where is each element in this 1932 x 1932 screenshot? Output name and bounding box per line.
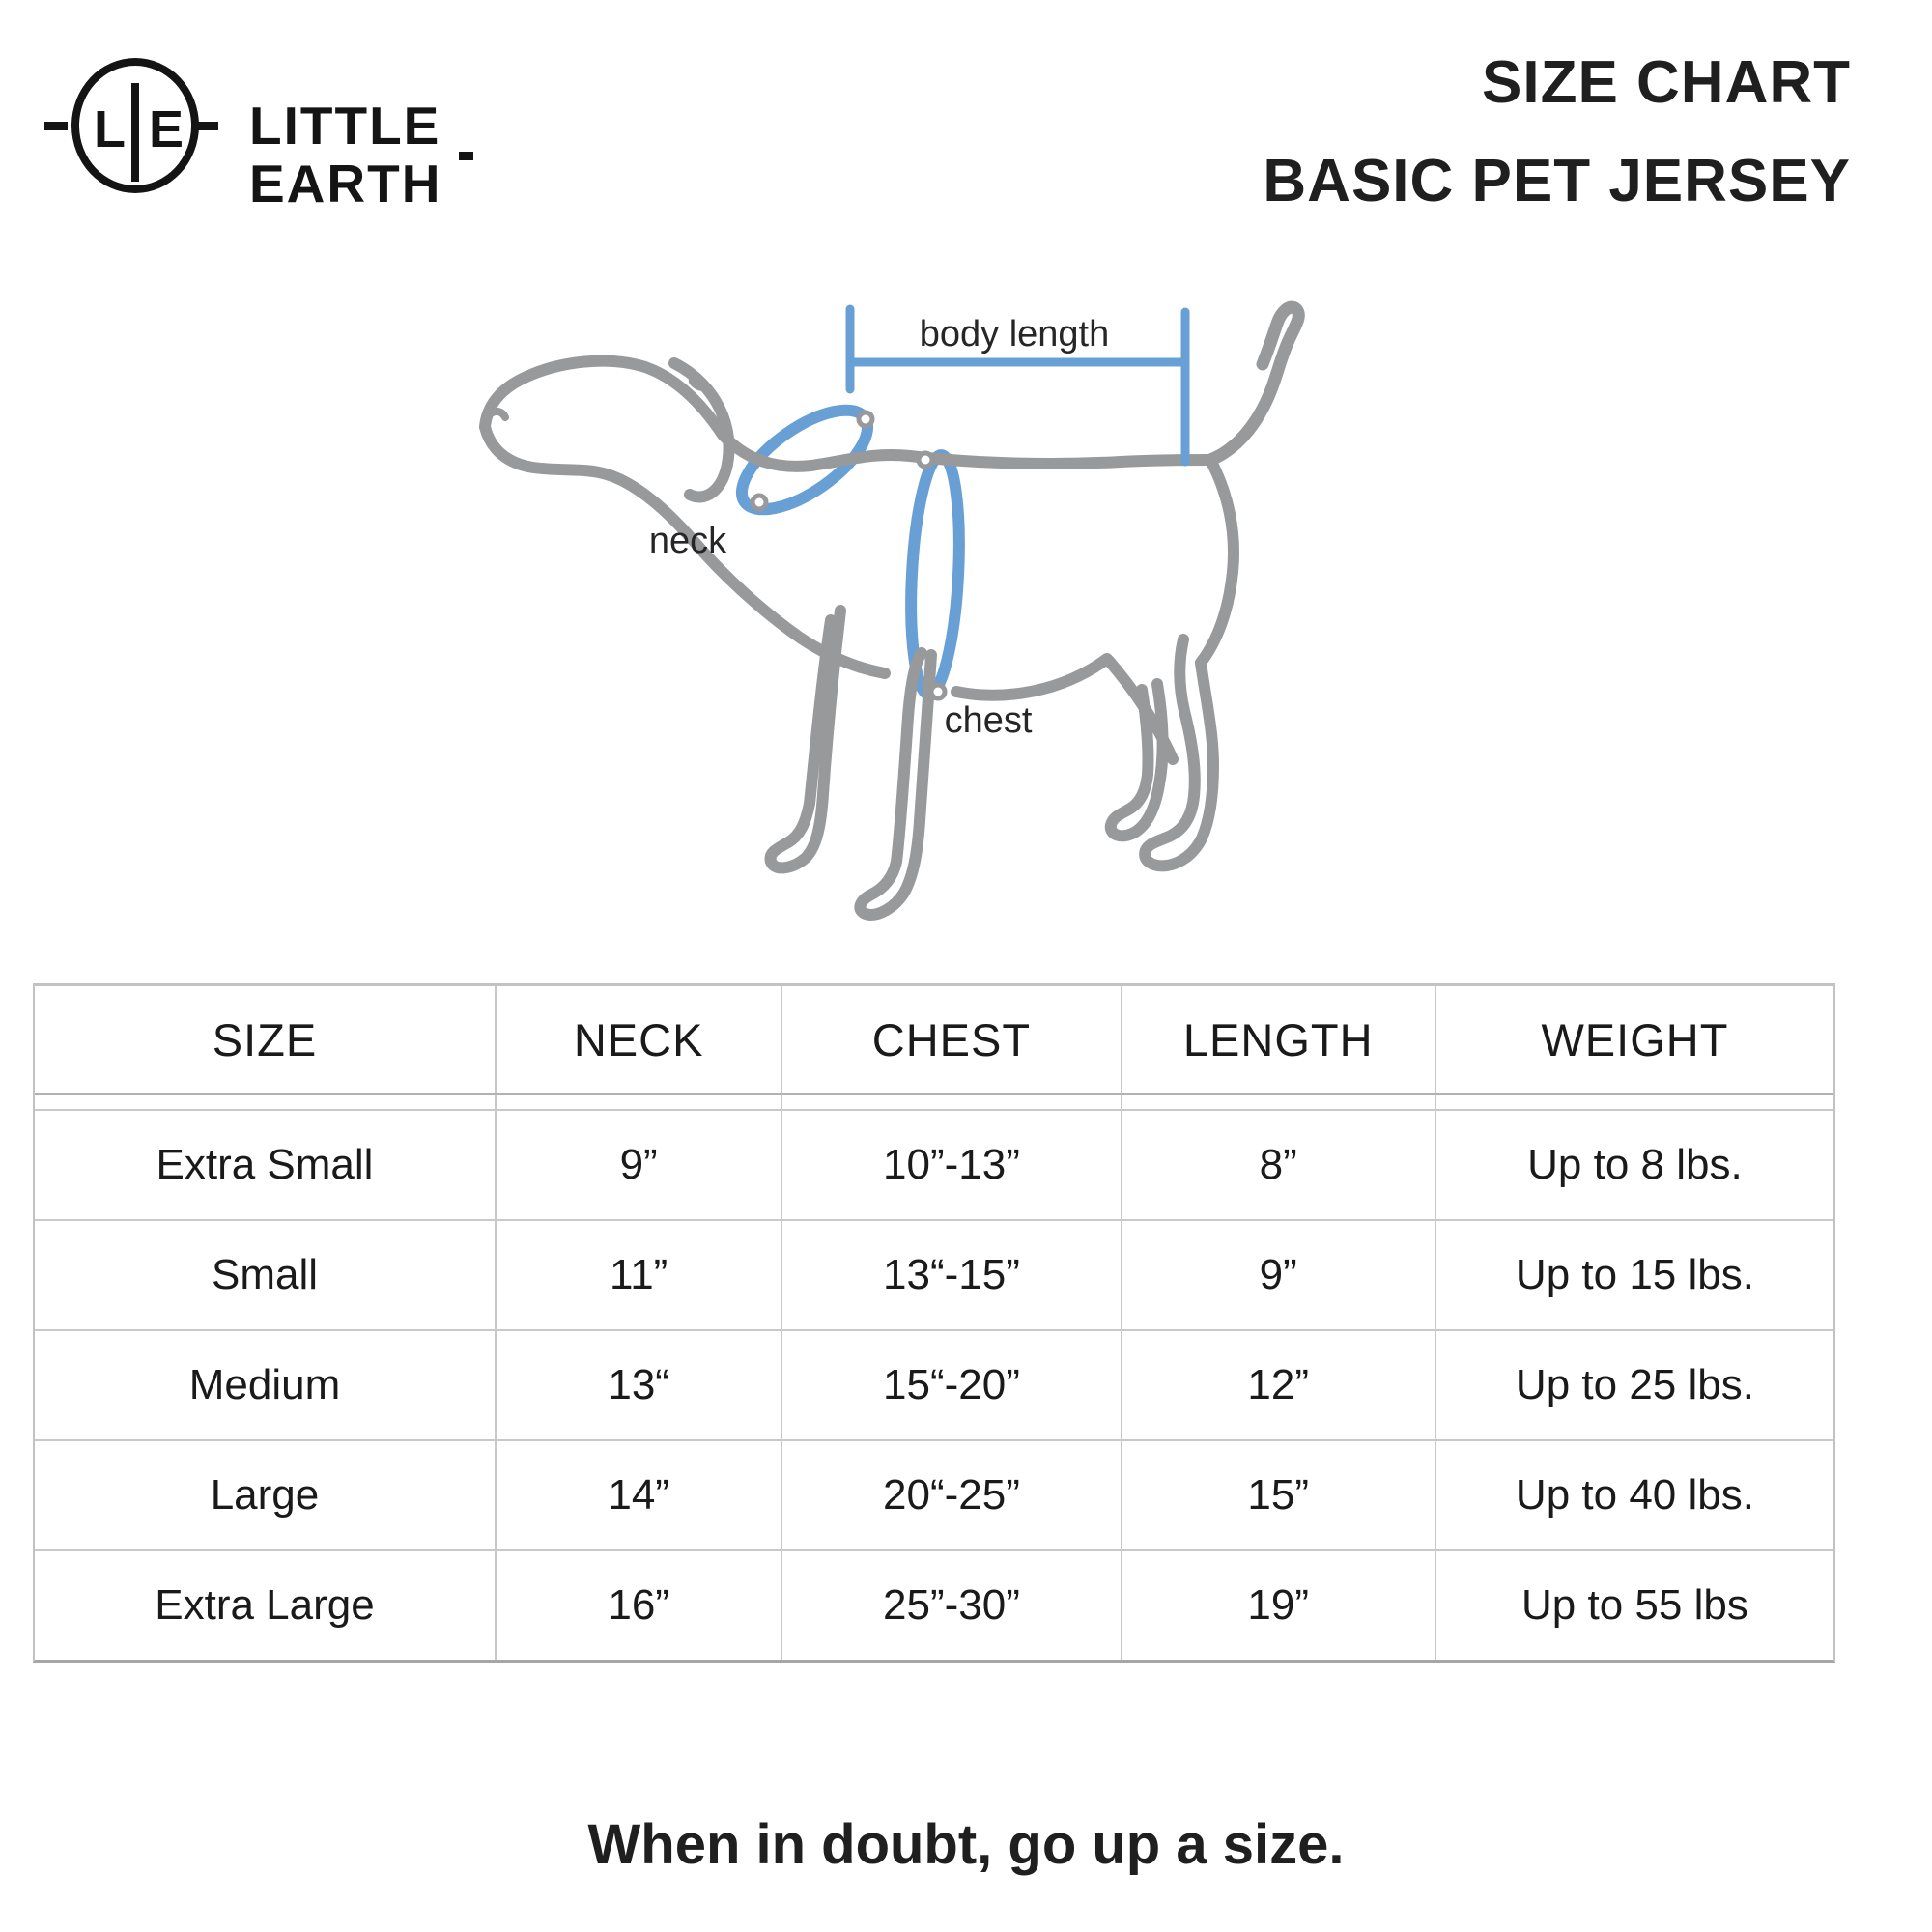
- spacer-cell: [782, 1095, 1122, 1109]
- spacer-cell: [1436, 1095, 1833, 1109]
- dog-rear-near-leg: [1145, 639, 1213, 866]
- table-header-row: [35, 986, 1833, 1095]
- page-title-line1: SIZE CHART: [1482, 49, 1851, 116]
- neck-label: neck: [648, 521, 727, 561]
- spacer-cell: [497, 1095, 782, 1109]
- header-neck: NECK: [497, 986, 782, 1093]
- logo-right-tick: [195, 122, 218, 130]
- cell-chest: 10”-13”: [782, 1111, 1122, 1219]
- cell-chest: 25”-30”: [782, 1551, 1122, 1660]
- collar-dot-bottom: [753, 496, 766, 509]
- chest-strap-dot-bottom: [931, 685, 945, 698]
- brand-name-text: LITTLE EARTH: [249, 96, 442, 213]
- dog-belly-line: [956, 659, 1107, 696]
- cell-length: 15”: [1122, 1441, 1436, 1549]
- dog-measurement-diagram: [435, 270, 1401, 947]
- cell-chest: 13“-15”: [782, 1221, 1122, 1329]
- collar-dot-top: [859, 412, 872, 426]
- cell-length: 9”: [1122, 1221, 1436, 1329]
- cell-weight: Up to 8 lbs.: [1527, 1141, 1743, 1188]
- size-table: [33, 983, 1835, 1663]
- header-length: LENGTH: [1122, 986, 1436, 1093]
- cell-size: Medium: [35, 1331, 497, 1439]
- header-weight: WEIGHT: [1541, 1013, 1729, 1065]
- logo-letter-e: E: [149, 100, 185, 158]
- cell-weight: Up to 25 lbs.: [1515, 1361, 1754, 1408]
- chest-label: chest: [944, 700, 1033, 741]
- cell-size: Small: [35, 1221, 497, 1329]
- cell-length: 8”: [1122, 1111, 1436, 1219]
- logo-divider-bar: [131, 83, 139, 182]
- cell-neck: 9”: [497, 1111, 782, 1219]
- table-row-extra-large: [35, 1551, 1833, 1660]
- dog-tail: [1210, 307, 1298, 460]
- logo-letter-l: L: [94, 100, 126, 158]
- cell-neck: 13“: [497, 1331, 782, 1439]
- cell-chest: 15“-20”: [782, 1331, 1122, 1439]
- brand-name: [249, 97, 473, 213]
- dog-rear-far-leg: [1111, 684, 1163, 836]
- cell-weight: Up to 15 lbs.: [1515, 1251, 1754, 1298]
- cell-length: 12”: [1122, 1331, 1436, 1439]
- spacer-cell: [1122, 1095, 1436, 1109]
- logo-left-tick: [44, 122, 68, 130]
- cell-neck: 11”: [497, 1221, 782, 1329]
- dog-outline-group: [485, 307, 1298, 915]
- cell-chest: 20“-25”: [782, 1441, 1122, 1549]
- dog-front-far-leg: [770, 611, 840, 867]
- cell-size: Extra Large: [35, 1551, 497, 1660]
- table-row-large: [35, 1441, 1833, 1551]
- header-double-rule: [35, 1095, 1833, 1111]
- cell-size: Extra Small: [35, 1111, 497, 1219]
- cell-size: Large: [35, 1441, 497, 1549]
- footer-note: When in doubt, go up a size.: [587, 1813, 1345, 1876]
- dog-nostril: [491, 412, 505, 417]
- logo-trailing-dash: [459, 152, 473, 160]
- table-row-extra-small: [35, 1111, 1833, 1221]
- cell-neck: 16”: [497, 1551, 782, 1660]
- cell-weight: Up to 40 lbs.: [1515, 1471, 1754, 1519]
- cell-length: 19”: [1122, 1551, 1436, 1660]
- spacer-cell: [35, 1095, 497, 1109]
- chest-strap-dot-top: [919, 453, 932, 467]
- table-row-medium: [35, 1331, 1833, 1441]
- header-size: SIZE: [35, 986, 497, 1093]
- page-title-line2: BASIC PET JERSEY: [1263, 148, 1851, 214]
- cell-weight: Up to 55 lbs: [1521, 1581, 1748, 1629]
- header-chest: CHEST: [782, 986, 1122, 1093]
- cell-neck: 14”: [497, 1441, 782, 1549]
- table-row-small: [35, 1221, 1833, 1331]
- body-length-label: body length: [919, 314, 1110, 355]
- dog-rump-outline: [1201, 460, 1234, 663]
